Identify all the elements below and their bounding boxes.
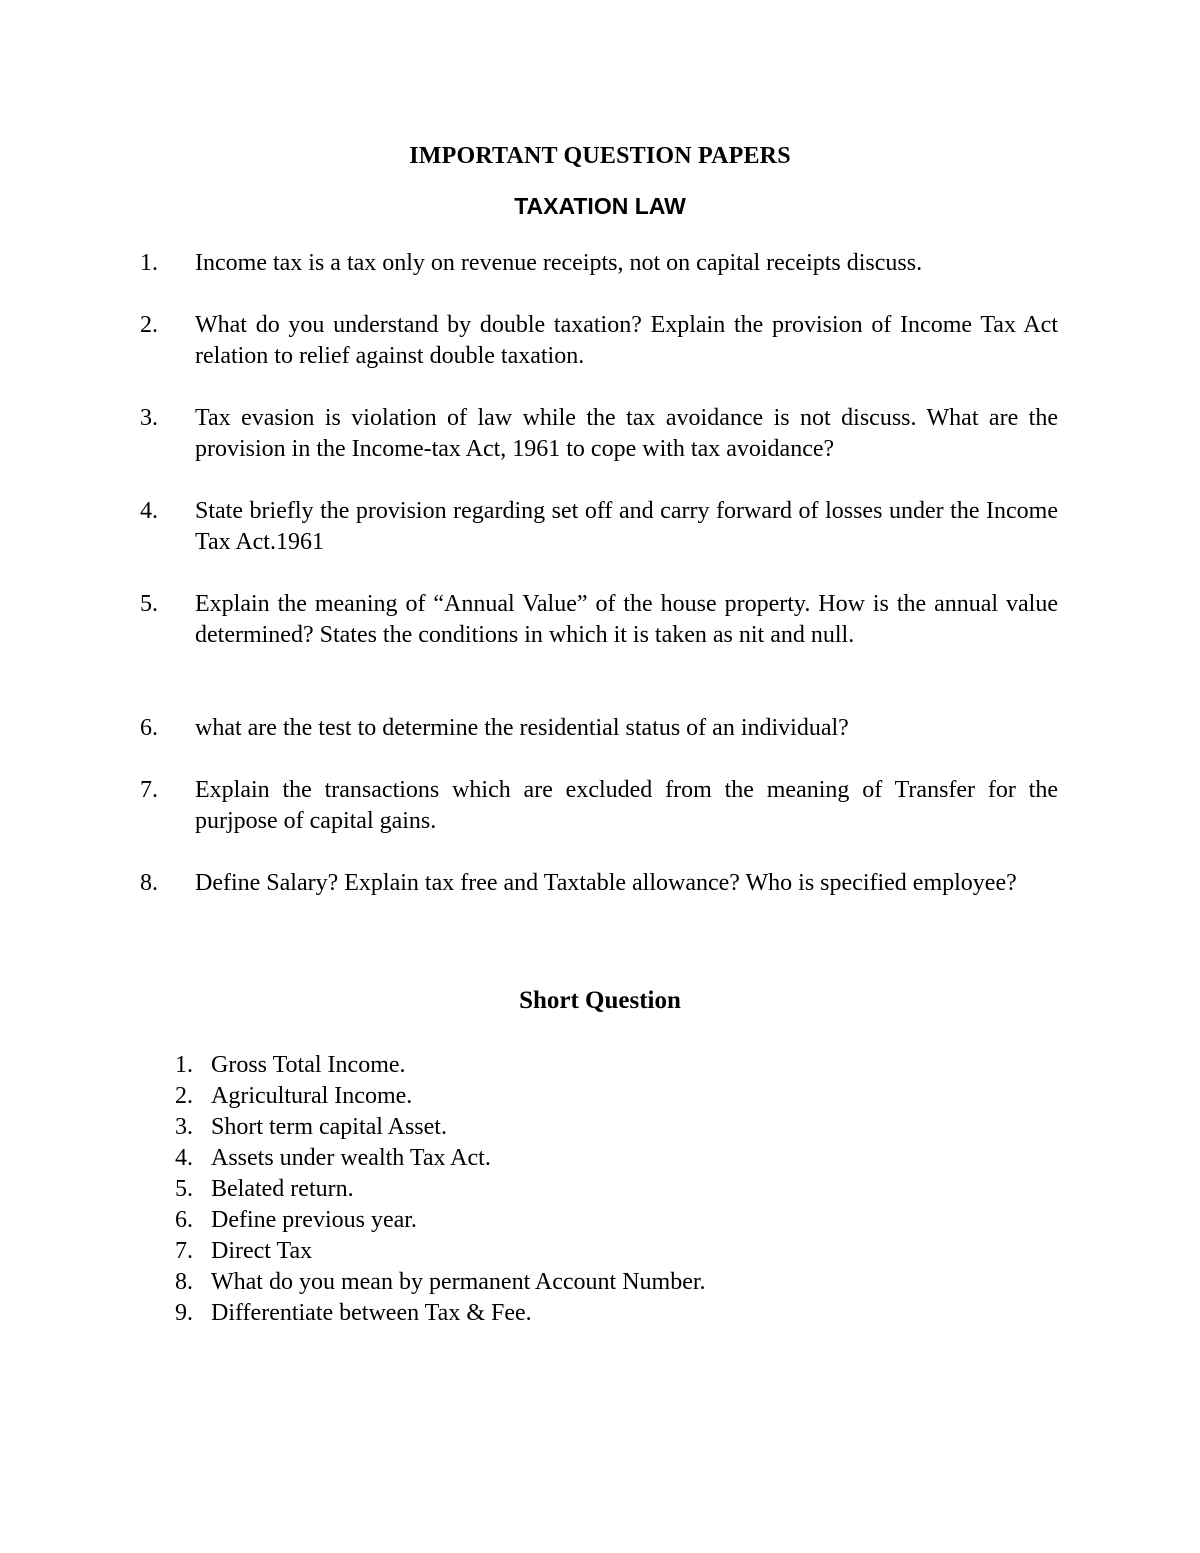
- short-question-item: [175, 1143, 706, 1174]
- question-item: [140, 589, 1058, 651]
- question-number: 1.: [140, 250, 158, 276]
- short-question-number: 2.: [175, 1083, 193, 1109]
- short-question-text: Gross Total Income.: [211, 1052, 406, 1078]
- question-item: [140, 310, 1058, 372]
- short-question-item: [175, 1205, 706, 1236]
- short-question-text: Differentiate between Tax & Fee.: [211, 1300, 532, 1326]
- short-question-item: [175, 1112, 706, 1143]
- document-title: IMPORTANT QUESTION PAPERS: [409, 143, 791, 169]
- question-number: 6.: [140, 715, 158, 741]
- question-item: [140, 868, 1058, 899]
- question-text: Define Salary? Explain tax free and Taxtable allowance? Who is specified employee?: [195, 870, 1017, 896]
- short-question-number: 1.: [175, 1052, 193, 1078]
- short-question-number: 4.: [175, 1145, 193, 1171]
- question-item: [140, 496, 1058, 558]
- short-question-number: 9.: [175, 1300, 193, 1326]
- short-question-number: 7.: [175, 1238, 193, 1264]
- short-question-item: [175, 1050, 706, 1081]
- question-text: Tax evasion is violation of law while the tax avoidance is not discuss. What are the provision in the Income-tax Act, 1961 to cope with tax avoidance?: [195, 405, 1058, 462]
- short-question-text: Agricultural Income.: [211, 1083, 413, 1109]
- question-number: 4.: [140, 498, 158, 524]
- short-question-text: Direct Tax: [211, 1238, 313, 1264]
- short-question-text: Define previous year.: [211, 1207, 417, 1233]
- question-number: 7.: [140, 777, 158, 803]
- question-item: [140, 713, 1058, 744]
- short-question-text: Belated return.: [211, 1176, 354, 1202]
- short-question-number: 5.: [175, 1176, 193, 1202]
- document-subtitle: TAXATION LAW: [514, 193, 686, 219]
- question-number: 8.: [140, 870, 158, 896]
- question-text: Income tax is a tax only on revenue receipts, not on capital receipts discuss.: [195, 250, 923, 276]
- short-question-item: [175, 1081, 706, 1112]
- short-question-item: [175, 1174, 706, 1205]
- short-question-number: 3.: [175, 1114, 193, 1140]
- question-item: [140, 403, 1058, 465]
- question-text: What do you understand by double taxation? Explain the provision of Income Tax Act relation to relief against double taxation.: [195, 312, 1058, 369]
- question-number: 5.: [140, 591, 158, 617]
- short-question-item: [175, 1267, 706, 1298]
- short-question-text: Short term capital Asset.: [211, 1114, 447, 1140]
- short-question-number: 8.: [175, 1269, 193, 1295]
- short-question-item: [175, 1236, 706, 1267]
- question-text: what are the test to determine the residential status of an individual?: [195, 715, 849, 741]
- short-question-text: Assets under wealth Tax Act.: [211, 1145, 491, 1171]
- question-number: 3.: [140, 405, 158, 431]
- short-question-list: [175, 1050, 706, 1329]
- question-text: State briefly the provision regarding set off and carry forward of losses under the Income Tax Act.1961: [195, 498, 1058, 555]
- question-item: [140, 775, 1058, 837]
- short-question-number: 6.: [175, 1207, 193, 1233]
- question-item: [140, 248, 1058, 279]
- question-text: Explain the meaning of “Annual Value” of the house property. How is the annual value determined? States the conditions in which it is taken as nit and null.: [195, 591, 1058, 648]
- question-text: Explain the transactions which are excluded from the meaning of Transfer for the purjpose of capital gains.: [195, 777, 1058, 834]
- short-question-item: [175, 1298, 706, 1329]
- question-number: 2.: [140, 312, 158, 338]
- short-question-heading: Short Question: [519, 987, 681, 1014]
- short-question-text: What do you mean by permanent Account Number.: [211, 1269, 706, 1295]
